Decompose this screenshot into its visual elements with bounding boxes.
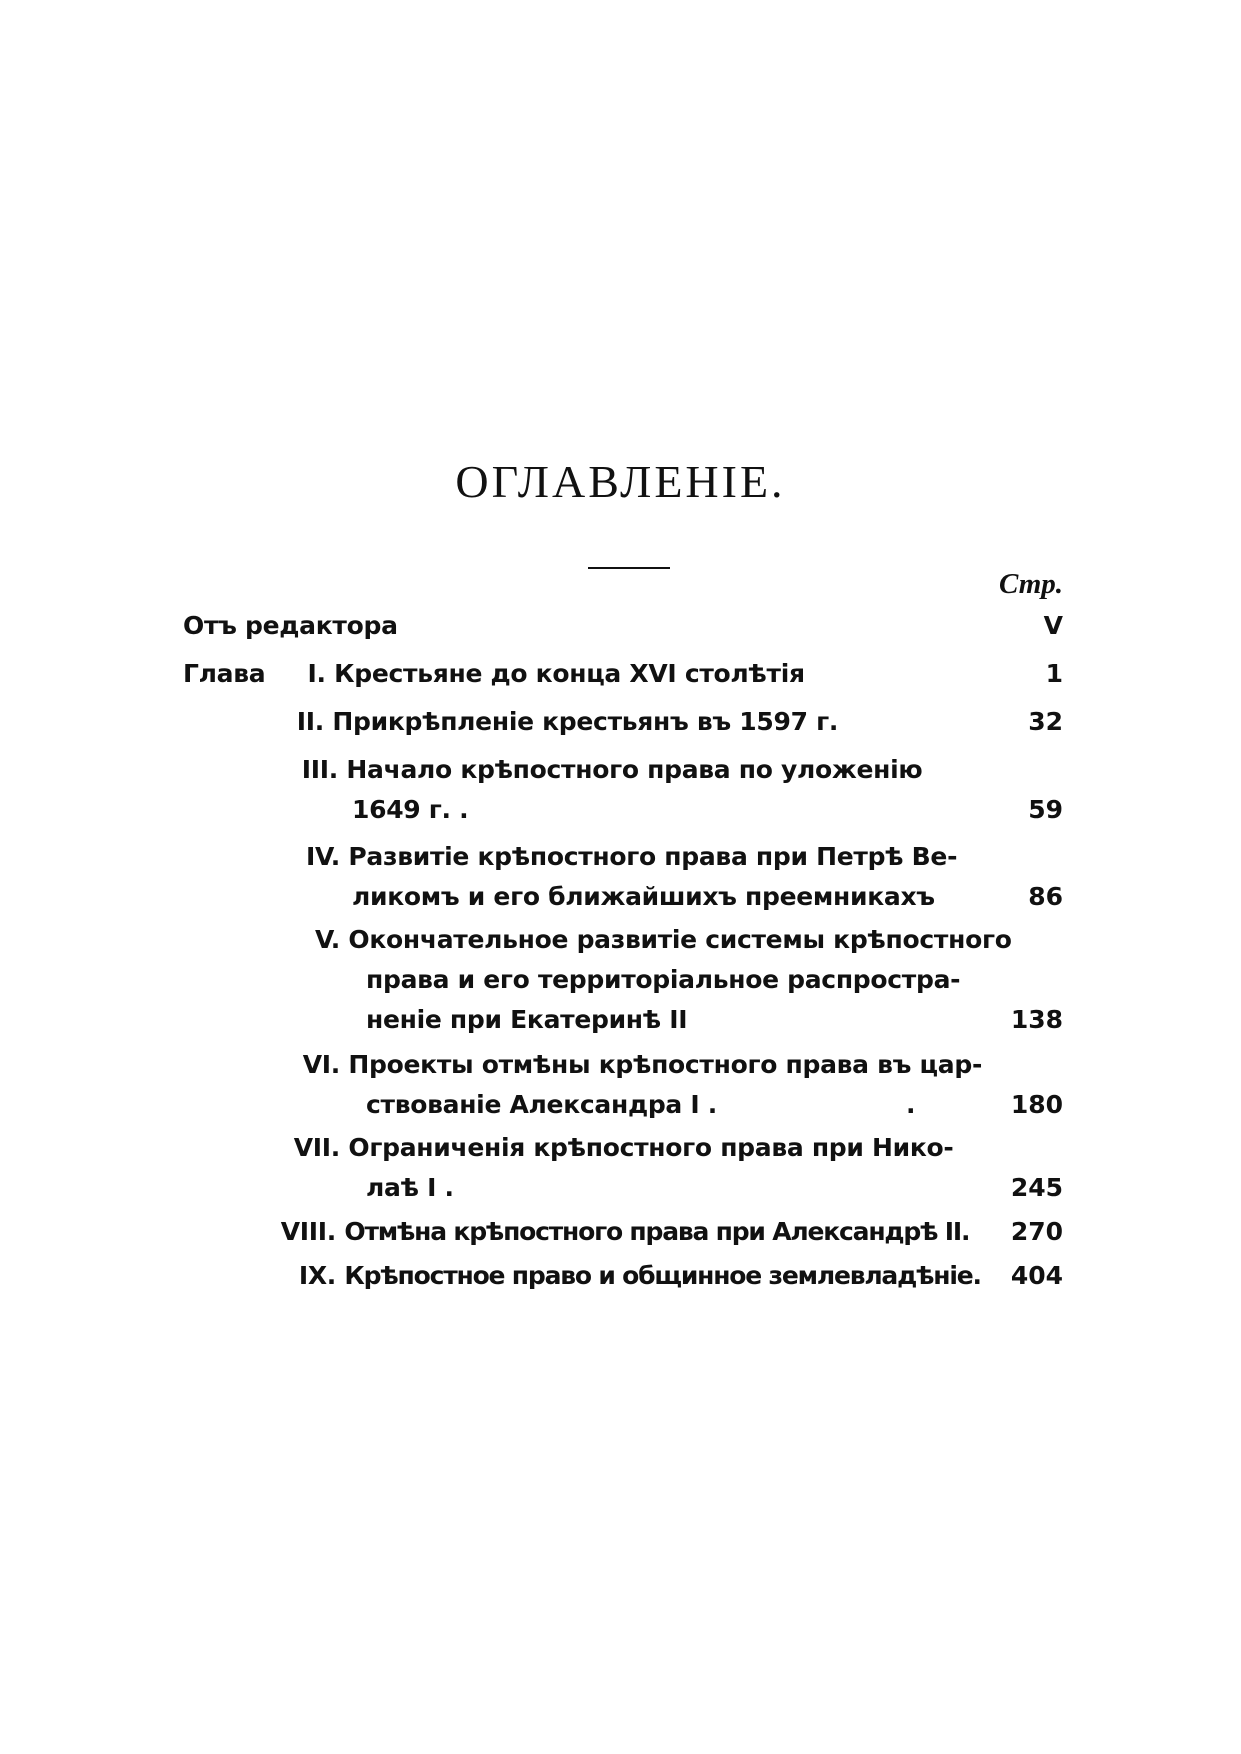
toc-entry-continuation xyxy=(366,1000,687,1040)
toc-entry-line: лаѣ I . xyxy=(366,1173,454,1202)
toc-entry-line: Ограниченія крѣпостного права при Нико- xyxy=(348,1133,954,1162)
toc-entry-continuation xyxy=(352,877,935,917)
toc-entry-continuation xyxy=(366,1168,454,1208)
toc-entry-line: Крестьяне до конца XVI столѣтія xyxy=(334,659,805,688)
chapter-number: VII. xyxy=(293,1133,340,1162)
toc-entry-chapter-4[interactable] xyxy=(286,837,957,877)
toc-entry-line: ствованіе Александра I . xyxy=(366,1090,718,1119)
chapter-number: III. xyxy=(301,755,338,784)
toc-leader-dot xyxy=(906,1085,915,1125)
toc-entry-continuation xyxy=(366,1085,717,1125)
chapter-number: V. xyxy=(314,925,340,954)
toc-entry-line: Прикрѣпленіе крестьянъ въ 1597 г. xyxy=(332,707,839,736)
toc-entry-chapter-1[interactable] xyxy=(183,654,805,694)
chapter-number: VI. xyxy=(302,1050,340,1079)
toc-page-number: 245 xyxy=(1010,1173,1063,1202)
toc-entry-line: . xyxy=(906,1090,916,1119)
toc-entry-line: 1649 г. . xyxy=(352,795,469,824)
toc-page-number: 32 xyxy=(1028,707,1063,736)
chapter-number: I. xyxy=(307,659,326,688)
toc-page-number: 59 xyxy=(1028,795,1063,824)
toc-entry-line: неніе при Екатеринѣ II xyxy=(366,1005,688,1034)
toc-entry-continuation xyxy=(352,790,468,830)
toc-entry-line: Начало крѣпостного права по уложенію xyxy=(346,755,923,784)
toc-entry-line: Окончательное развитіе системы крѣпостного xyxy=(348,925,1012,954)
toc-entry-chapter-9[interactable] xyxy=(284,1256,981,1296)
chapter-number: IV. xyxy=(305,842,340,871)
toc-entry-chapter-6[interactable] xyxy=(288,1045,982,1085)
toc-entry-line: Отмѣна крѣпостного права при Александрѣ II. xyxy=(344,1217,970,1246)
toc-page-number: V xyxy=(1043,611,1063,640)
toc-entry-line: права и его территоріальное распростра- xyxy=(366,965,961,994)
toc-page-number: 1 xyxy=(1045,659,1063,688)
toc-page-number: 180 xyxy=(1010,1090,1063,1119)
page-title: ОГЛАВЛЕНІЕ. xyxy=(455,456,786,507)
toc-entry-continuation xyxy=(366,960,960,1000)
toc-page-number: 86 xyxy=(1028,882,1063,911)
chapter-number: II. xyxy=(296,707,324,736)
toc-page-number: 404 xyxy=(1010,1261,1063,1290)
chapter-prefix: Глава xyxy=(183,659,266,688)
toc-entry-preface[interactable] xyxy=(183,606,398,646)
toc-page-number: 270 xyxy=(1010,1217,1063,1246)
toc-entry-line: Крѣпостное право и общинное землевладѣніе. xyxy=(344,1261,981,1290)
toc-entry-label: Отъ редактора xyxy=(183,611,398,640)
chapter-number: VIII. xyxy=(280,1217,336,1246)
toc-entry-line: ликомъ и его ближайшихъ преемникахъ xyxy=(352,882,935,911)
toc-entry-chapter-2[interactable] xyxy=(284,702,838,742)
toc-entry-chapter-3[interactable] xyxy=(288,750,922,790)
chapter-number: IX. xyxy=(298,1261,336,1290)
toc-entry-chapter-8[interactable] xyxy=(256,1212,969,1252)
toc-entry-chapter-7[interactable] xyxy=(278,1128,953,1168)
page-column-label: Стр. xyxy=(998,568,1063,600)
toc-page-number: 138 xyxy=(1010,1005,1063,1034)
toc-entry-line: Проекты отмѣны крѣпостного права въ цар- xyxy=(348,1050,983,1079)
toc-entry-line: Развитіе крѣпостного права при Петрѣ Ве- xyxy=(348,842,958,871)
toc-entry-chapter-5[interactable] xyxy=(296,920,1012,960)
